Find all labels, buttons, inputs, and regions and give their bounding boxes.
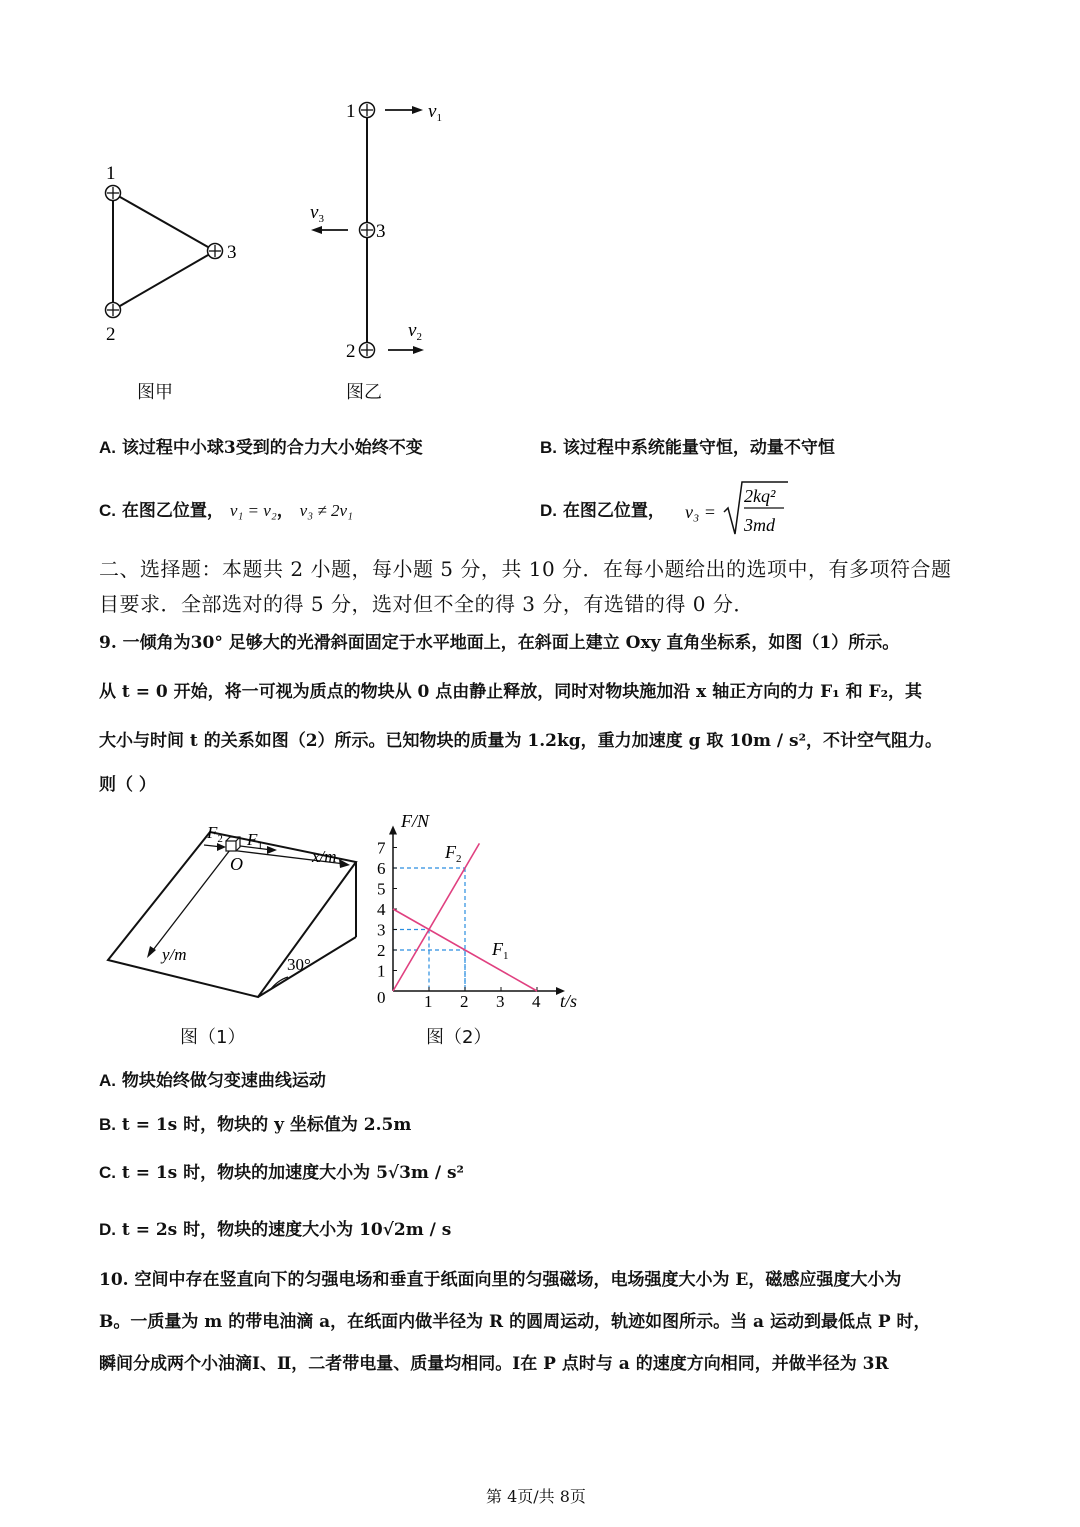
- q8-option-c[interactable]: C. 在图乙位置， v₁ = v₂， v₃ ≠ 2v₁: [99, 501, 353, 521]
- q9-fig2-caption: 图（2）: [426, 1027, 492, 1048]
- chart-x-tick-label: 3: [496, 992, 505, 1011]
- section2-line2: 目要求．全部选对的得 5 分，选对但不全的得 3 分，有选错的得 0 分．: [99, 592, 754, 616]
- chart-xlabel: t/s: [560, 991, 578, 1011]
- charge-3-icon: [360, 223, 375, 238]
- q9-option-c[interactable]: C. t = 1s 时，物块的加速度大小为 5√3m / s²: [99, 1163, 464, 1183]
- fig-yi-label-2: 2: [346, 341, 356, 362]
- q8-option-d[interactable]: D. 在图乙位置，: [540, 501, 665, 521]
- charge-1-icon: [360, 103, 375, 118]
- q9-option-a[interactable]: A. 物块始终做匀变速曲线运动: [99, 1071, 326, 1091]
- chart-y-tick-label: 1: [377, 961, 386, 981]
- q9-option-d[interactable]: D. t = 2s 时，物块的速度大小为 10√2m / s: [99, 1220, 452, 1240]
- q8-option-d-formula: [680, 478, 800, 540]
- charge-3-icon: [208, 244, 223, 259]
- fig-jia-caption: 图甲: [137, 382, 173, 403]
- page-footer: 第 4页/共 8页: [486, 1487, 586, 1506]
- chart-series-label-f2: $F_2$: [445, 842, 462, 865]
- section2-line1: 二、选择题：本题共 2 小题，每小题 5 分，共 10 分．在每小题给出的选项中，有多项符合题: [99, 557, 952, 581]
- fig1-f1-label: $F_1$: [247, 830, 263, 852]
- fig-yi-label-1: 1: [346, 101, 356, 122]
- q9-line4: 则（ ）: [99, 775, 156, 795]
- svg-text:3md: 3md: [744, 515, 775, 535]
- fig-yi-caption: 图乙: [346, 382, 382, 403]
- svg-text:v₃ =: v₃ =: [685, 502, 716, 522]
- chart-y-tick-label: 4: [377, 900, 386, 919]
- figure-yi: [300, 90, 460, 370]
- chart-x-tick-label: 1: [424, 992, 433, 1011]
- charge-2-icon: [106, 303, 121, 318]
- charge-1-icon: [106, 186, 121, 201]
- fig-yi-label-3: 3: [376, 221, 386, 242]
- q9-line1: 9. 一倾角为30° 足够大的光滑斜面固定于水平地面上，在斜面上建立 Oxy 直角坐标系，如图（1）所示。: [99, 633, 900, 653]
- chart-x-tick-label: 2: [460, 992, 469, 1011]
- fig-jia-label-3: 3: [227, 242, 237, 263]
- q10-line1: 10. 空间中存在竖直向下的匀强电场和垂直于纸面向里的匀强磁场，电场强度大小为 E，磁感应强度大小为: [99, 1270, 902, 1290]
- fig-jia-label-2: 2: [106, 324, 116, 345]
- chart-ylabel: F/N: [401, 811, 430, 831]
- fig-yi-v1: $v_1$: [428, 101, 442, 124]
- chart-y-tick-label: 5: [377, 879, 386, 899]
- chart-x-tick-label: 4: [532, 992, 541, 1011]
- fig1-f2-label: $F_2$: [207, 823, 223, 845]
- chart-y-tick-label: 7: [377, 838, 386, 858]
- chart-y-axis-arrow: [389, 826, 397, 835]
- fig-yi-v2: $v_2$: [408, 320, 422, 343]
- chart-origin-label: 0: [377, 988, 386, 1007]
- q8-option-b[interactable]: B. 该过程中系统能量守恒，动量不守恒: [540, 438, 835, 458]
- charge-2-icon: [360, 343, 375, 358]
- q10-line2: B。一质量为 m 的带电油滴 a，在纸面内做半径为 R 的圆周运动，轨迹如图所示。当 a 运动到最低点 P 时，: [99, 1312, 931, 1332]
- q9-line3: 大小与时间 t 的关系如图（2）所示。已知物块的质量为 1.2kg，重力加速度 g 取 10m / s²，不计空气阻力。: [99, 731, 943, 751]
- q9-line2: 从 t = 0 开始，将一可视为质点的物块从 0 点由静止释放，同时对物块施加沿 x 轴正方向的力 F₁ 和 F₂，其: [99, 682, 923, 702]
- svg-text:2kq²: 2kq²: [744, 486, 776, 506]
- fig1-origin-label: O: [230, 854, 243, 874]
- chart-y-tick-label: 6: [377, 859, 386, 878]
- fig1-angle-label: 30°: [287, 955, 311, 974]
- q9-figure-2-chart: [365, 805, 590, 1015]
- q9-option-b[interactable]: B. t = 1s 时，物块的 y 坐标值为 2.5m: [99, 1115, 412, 1135]
- fig1-y-label: y/m: [162, 945, 187, 964]
- q10-line3: 瞬间分成两个小油滴Ⅰ、Ⅱ，二者带电量、质量均相同。Ⅰ在 P 点时与 a 的速度方向相同，并做半径为 3R: [99, 1354, 889, 1374]
- chart-series-label-f1: $F_1$: [492, 939, 509, 962]
- chart-y-tick-label: 2: [377, 941, 386, 960]
- fig1-x-label: x/m: [312, 847, 337, 866]
- q9-fig1-caption: 图（1）: [180, 1027, 246, 1048]
- q9-figure-1: [100, 812, 365, 1007]
- figure-jia: [95, 155, 255, 350]
- fig-yi-v3: $v_3$: [310, 202, 324, 225]
- block-icon: [226, 837, 240, 851]
- fig-jia-label-1: 1: [106, 163, 116, 184]
- q8-option-a[interactable]: A. 该过程中小球3受到的合力大小始终不变: [99, 438, 423, 458]
- chart-y-tick-label: 3: [377, 920, 386, 940]
